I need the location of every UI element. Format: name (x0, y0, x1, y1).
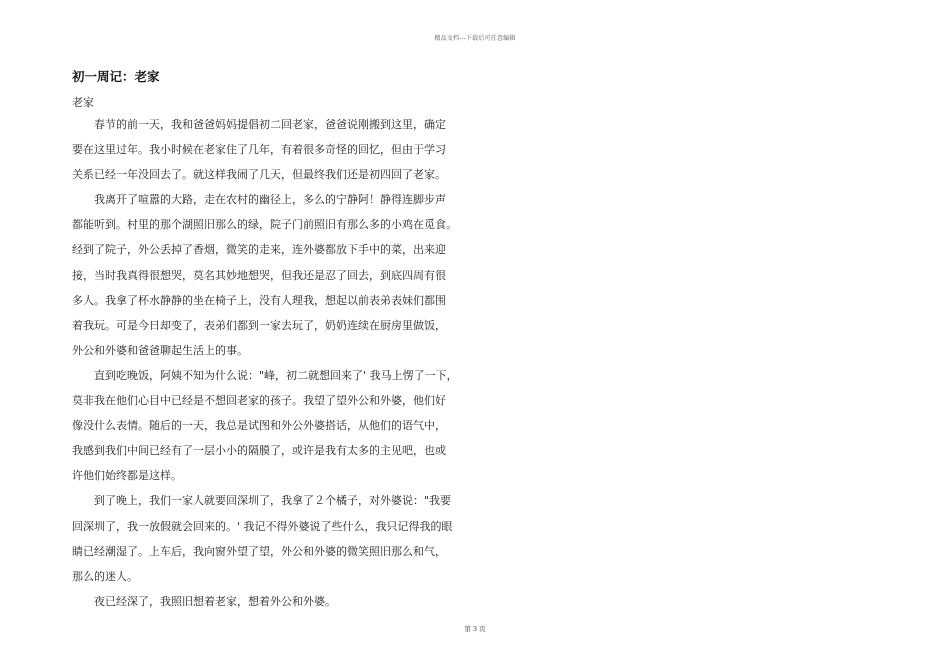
text-line: 经到了院子，外公丢掉了香烟，微笑的走来，连外婆都放下手中的菜，出来迎 (72, 243, 446, 257)
text-line: 我感到我们中间已经有了一层小小的隔膜了，或许是我有太多的主见吧，也或 (72, 444, 446, 458)
text-line: 外公和外婆和爸爸聊起生活上的事。 (72, 343, 248, 357)
header-note: 精品文档---下载后可任意编辑 (434, 35, 516, 42)
text-line: 接，当时我真得很想哭，莫名其妙地想哭，但我还是忍了回去，到底四周有很 (72, 268, 446, 282)
text-line: 像没什么表情。随后的一天，我总是试图和外公外婆搭话，从他们的语气中， (72, 419, 446, 433)
text-line: 莫非我在他们心目中已经是不想回老家的孩子。我望了望外公和外婆，他们好 (72, 394, 446, 408)
text-line: 那么的迷人。 (72, 569, 138, 583)
text-line: 我离开了喧嚣的大路，走在农村的幽径上，多么的宁静阿！静得连脚步声 (94, 193, 446, 207)
text-line: 关系已经一年没回去了。就这样我闹了几天，但最终我们还是初四回了老家。 (72, 168, 446, 182)
text-line: 直到吃晚饭，阿姨不知为什么说："峰，初二就想回来了' 我马上愣了一下， (94, 368, 458, 382)
text-line: 回深圳了，我一放假就会回来的。' 我记不得外婆说了些什么，我只记得我的眼 (72, 519, 453, 533)
text-line: 着我玩。可是今日却变了，表弟们都到一家去玩了，奶奶连续在厨房里做饭， (72, 318, 446, 332)
text-line: 春节的前一天，我和爸爸妈妈提倡初二回老家，爸爸说刚搬到这里，确定 (94, 118, 446, 131)
article-body (72, 112, 464, 614)
text-line: 夜已经深了，我照旧想着老家，想着外公和外婆。 (94, 594, 336, 608)
text-line: 许他们始终都是这样。 (72, 469, 182, 483)
text-line: 到了晚上，我们一家人就要回深圳了，我拿了２个橘子，对外婆说："我要 (94, 494, 452, 508)
text-line: 都能听到。村里的那个湖照旧那么的绿，院子门前照旧有那么多的小鸡在觅食。 (72, 218, 457, 232)
page-title: 初一周记：老家 (72, 69, 160, 84)
article-subtitle: 老家 (72, 96, 94, 109)
text-line: 要在这里过年。我小时候在老家住了几年，有着很多奇怪的回忆，但由于学习 (72, 143, 446, 157)
page-number: 第 3 页 (464, 625, 486, 633)
text-line: 睛已经潮湿了。上车后，我向窗外望了望，外公和外婆的微笑照旧那么和气， (72, 544, 446, 558)
text-line: 多人。我拿了杯水静静的坐在椅子上，没有人理我，想起以前表弟表妹们都围 (72, 293, 446, 307)
